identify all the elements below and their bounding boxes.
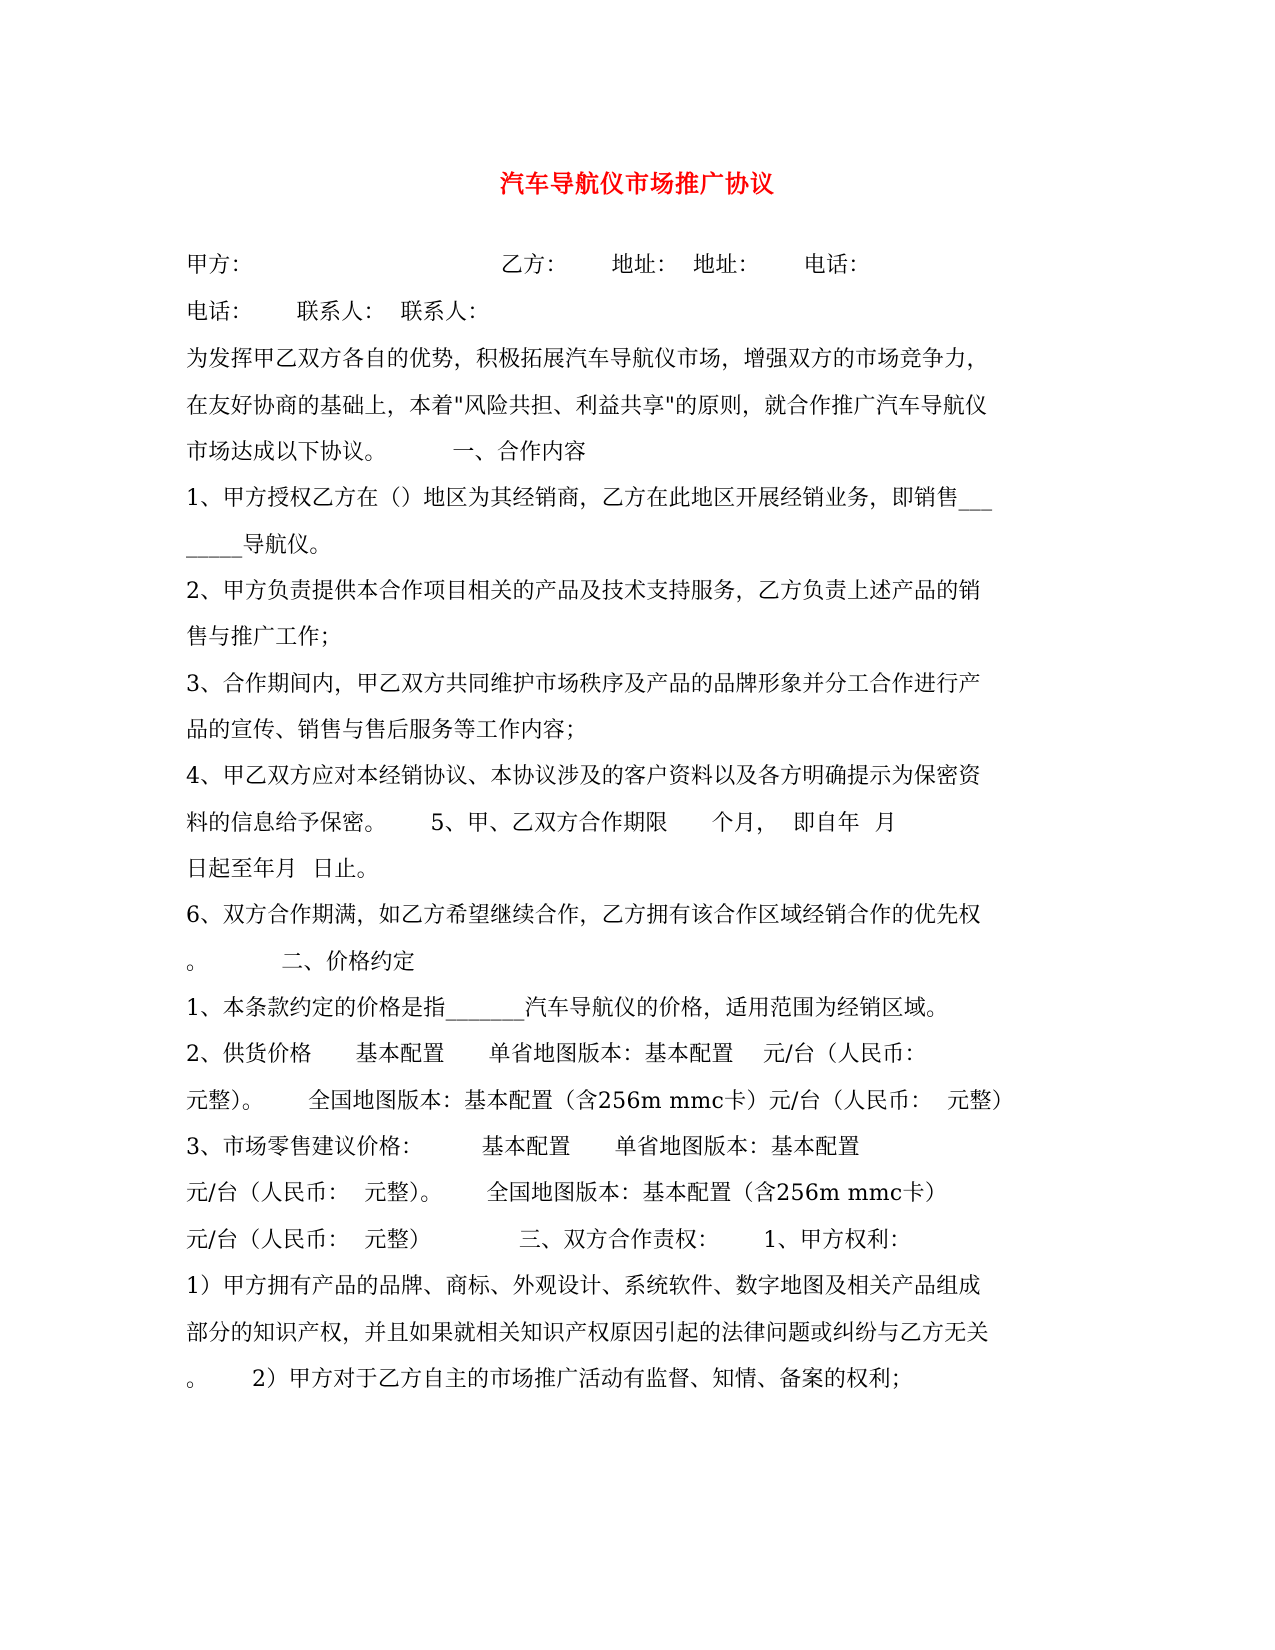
preamble-line: 在友好协商的基础上，本着"风险共担、利益共享"的原则，就合作推广汽车导航仪 [186, 394, 988, 419]
contact-line: 电话： 联系人： 联系人： [186, 300, 490, 325]
clause-line: 2、甲方负责提供本合作项目相关的产品及技术支持服务，乙方负责上述产品的销 [186, 579, 981, 604]
clause-line: 3、合作期间内，甲乙双方共同维护市场秩序及产品的品牌形象并分工合作进行产 [186, 672, 981, 697]
clause-line: 。 2）甲方对于乙方自主的市场推广活动有监督、知情、备案的权利； [186, 1367, 914, 1392]
clause-line: 6、双方合作期满，如乙方希望继续合作，乙方拥有该合作区域经销合作的优先权 [186, 903, 981, 928]
party-info-line: 甲方： 乙方： 地址： 地址： 电话： [186, 253, 871, 278]
clause-line: 3、市场零售建议价格： 基本配置 单省地图版本：基本配置 [186, 1135, 860, 1160]
document-title: 汽车导航仪市场推广协议 [500, 169, 775, 198]
clause-line: 2、供货价格 基本配置 单省地图版本：基本配置 元/台（人民币： [186, 1042, 927, 1067]
section-heading-line: 市场达成以下协议。 一、合作内容 [186, 440, 587, 465]
clause-line: 料的信息给予保密。 5、甲、乙双方合作期限 个月， 即自年 月 [186, 811, 897, 836]
clause-line: 1）甲方拥有产品的品牌、商标、外观设计、系统软件、数字地图及相关产品组成 [186, 1274, 981, 1299]
section-heading-line: 。 二、价格约定 [186, 950, 416, 975]
section-heading-line: 元/台（人民币： 元整） 三、双方合作责权： 1、甲方权利： [186, 1228, 912, 1253]
clause-line: 日起至年月 日止。 [186, 857, 379, 882]
clause-line: 元整）。 全国地图版本：基本配置（含256m mmc卡）元/台（人民币： 元整） [186, 1089, 1015, 1114]
clause-line: 售与推广工作； [186, 625, 343, 650]
clause-line: 4、甲乙双方应对本经销协议、本协议涉及的客户资料以及各方明确提示为保密资 [186, 764, 981, 789]
clause-line: _____导航仪。 [186, 533, 332, 558]
clause-line: 元/台（人民币： 元整）。 全国地图版本：基本配置（含256m mmc卡） [186, 1181, 948, 1206]
clause-line: 1、甲方授权乙方在（）地区为其经销商，乙方在此地区开展经销业务，即销售___ [186, 486, 993, 511]
clause-line: 部分的知识产权，并且如果就相关知识产权原因引起的法律问题或纠纷与乙方无关 [186, 1321, 989, 1346]
preamble-line: 为发挥甲乙双方各自的优势，积极拓展汽车导航仪市场，增强双方的市场竞争力， [186, 347, 989, 372]
clause-line: 1、本条款约定的价格是指_______汽车导航仪的价格，适用范围为经销区域。 [186, 996, 949, 1021]
clause-line: 品的宣传、销售与售后服务等工作内容； [186, 718, 588, 743]
